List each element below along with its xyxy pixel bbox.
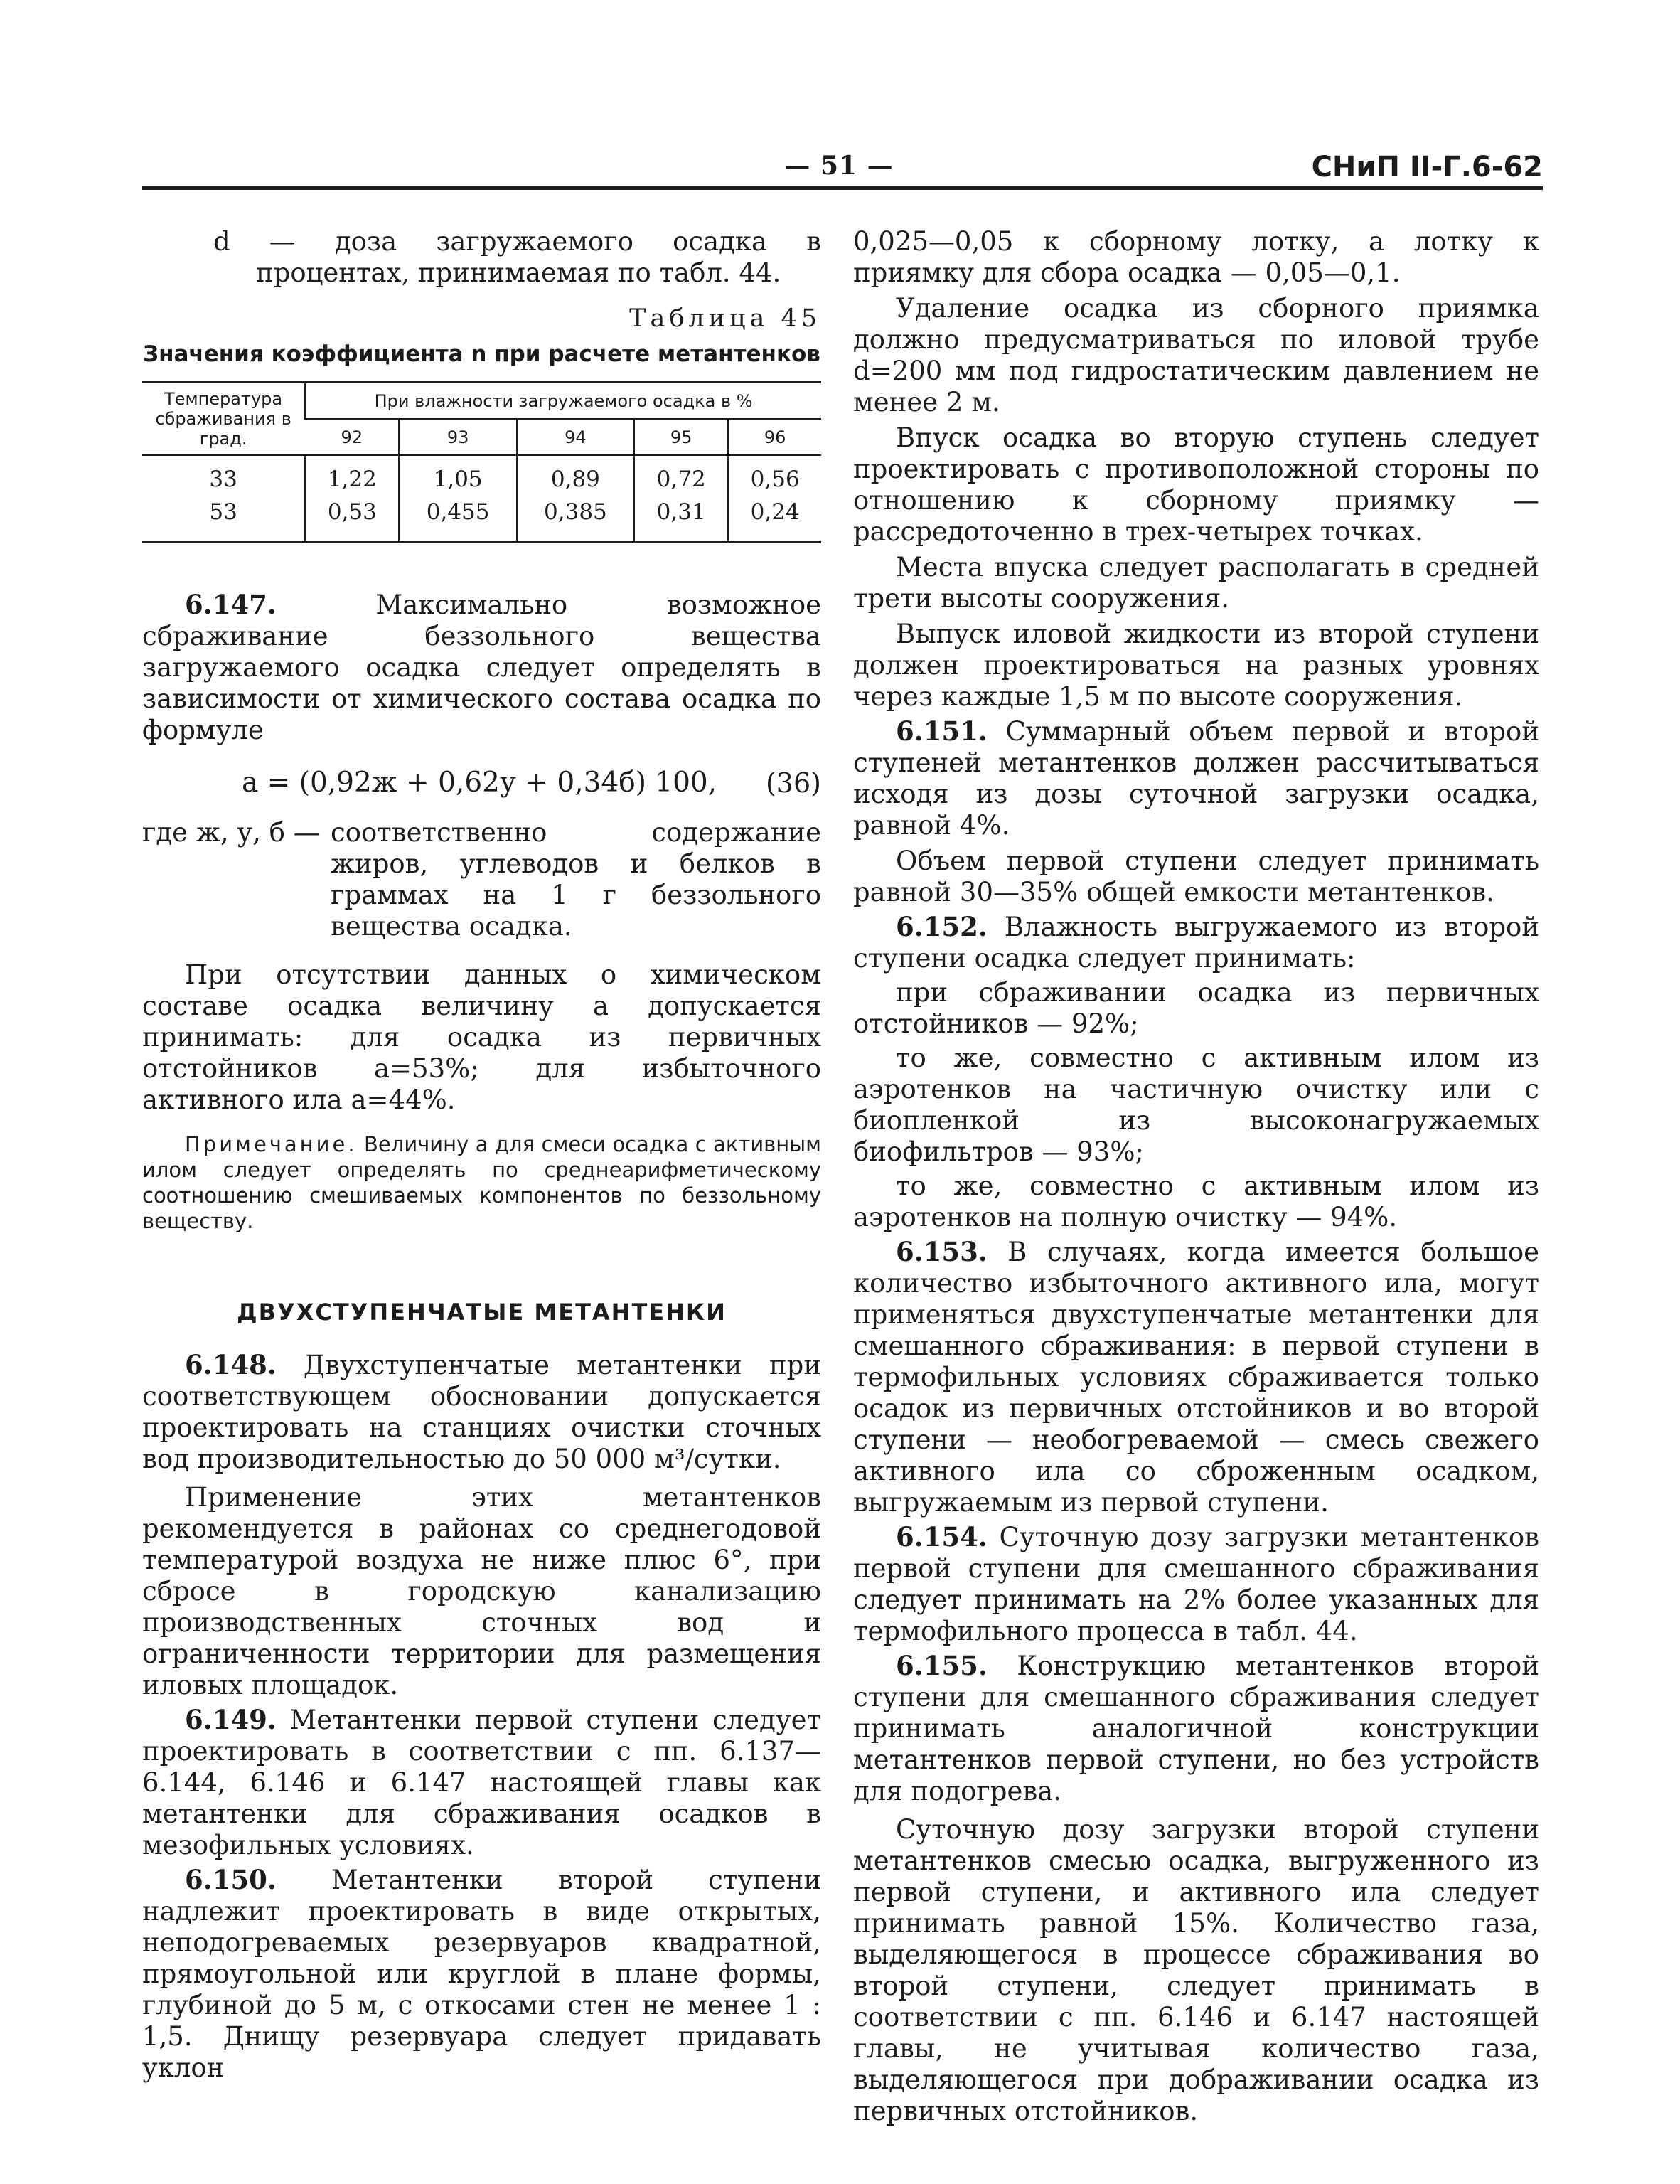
table-cell: 0,31 — [634, 496, 728, 543]
paragraph-6-151 — [853, 715, 1539, 841]
paragraph-removal: Удаление осадка из сборного приямка должно предусматриваться по иловой трубе d=200 мм под гидростатическим давлением не менее 2 м. — [853, 293, 1539, 417]
formula-legend-key: где ж, у, б — — [142, 817, 320, 848]
table-caption: Значения коэффициента n при расчете метантенков — [143, 341, 820, 367]
moisture-group-header: При влажности загружаемого осадка в % — [305, 383, 821, 420]
moisture-column-header: 94 — [517, 419, 634, 455]
paragraph-inlet: Впуск осадка во вторую ступень следует проектировать с противоположной стороны по отношению к сборному приямку — рассредоточенно в трех-четырех точках. — [853, 422, 1539, 547]
table-cell: 0,24 — [728, 496, 821, 543]
table-cell: 0,53 — [305, 496, 399, 543]
clause-text: Суточную дозу загрузки метантенков первой ступени для смешанного сбраживания следует принимать на 2% более указанных для термофильного процесса в табл. 44. — [853, 1522, 1539, 1646]
list-item: то же, совместно с активным илом из аэротенков на частичную очистку или с биопленкой из высоконагружаемых биофильтров — 93%; — [853, 1043, 1539, 1167]
list-item: то же, совместно с активным илом из аэротенков на полную очистку — 94%. — [853, 1171, 1539, 1232]
formula-number: (36) — [765, 767, 821, 799]
clause-number: 6.153. — [896, 1236, 988, 1267]
page-number: — 51 — — [784, 151, 894, 181]
table-cell: 1,05 — [399, 455, 516, 496]
clause-number: 6.151. — [896, 715, 988, 747]
clause-text: В случаях, когда имеется большое количество избыточного активного ила, могут применяться двухступенчатые метантенки для смешанного сбраживания: в первой ступени в термофильных условиях сбраживается только осадок из первичных отстойников и во второй ступени — необогреваемой — смесь свежего активного ила со сброженным осадком, выгружаемым из первой ступени. — [853, 1237, 1539, 1518]
paragraph-6-149 — [142, 1704, 821, 1861]
header-rule — [142, 186, 1543, 190]
temperature-column-header: Температура сбраживания в град. — [142, 383, 305, 456]
note — [142, 1131, 821, 1234]
clause-text: Метантенки первой ступени следует проектировать в соответствии с пп. 6.137—6.144, 6.146 и 6.147 настоящей главы как метантенки для сбраживания осадков в мезофильных условиях. — [142, 1705, 821, 1860]
formula-legend-text: соответственно содержание жиров, углеводов и белков в граммах на 1 г беззольного вещества осадка. — [331, 817, 821, 942]
paragraph-6-150 — [142, 1864, 821, 2084]
paragraph-daily-dose: Суточную дозу загрузки второй ступени метантенков смесью осадка, выгруженного из первой ступени, и активного ила следует принимать равной 15%. Количество газа, выделяющегося в процессе сбраживания во второй ступени, следует принимать в соответствии с пп. 6.146 и 6.147 настоящей главы, не учитывая количество газа, выделяющегося при дображивании осадка из первичных отстойников. — [853, 1814, 1539, 2126]
paragraph-outlet: Выпуск иловой жидкости из второй ступени должен проектироваться на разных уровнях через каждые 1,5 м по высоте сооружения. — [853, 619, 1539, 712]
clause-number: 6.149. — [185, 1704, 277, 1735]
table-cell: 1,22 — [305, 455, 399, 496]
section-heading: ДВУХСТУПЕНЧАТЫЕ МЕТАНТЕНКИ — [237, 1299, 727, 1326]
right-column — [853, 226, 1539, 2127]
paragraph-6-147 — [142, 589, 821, 746]
clause-text: Конструкцию метантенков второй ступени для смешанного сбраживания следует принимать аналогичной конструкции метантенков первой ступени, но без устройств для подогрева. — [853, 1651, 1539, 1806]
left-column — [142, 226, 821, 2084]
document-code: СНиП II-Г.6-62 — [1311, 151, 1543, 183]
clause-number: 6.152. — [896, 911, 988, 942]
clause-text: Суммарный объем первой и второй ступеней метантенков должен рассчитываться исходя из дозы суточной загрузки осадка, равной 4%. — [853, 716, 1539, 841]
table-cell: 0,56 — [728, 455, 821, 496]
table-cell: 53 — [209, 499, 237, 525]
clause-text: Максимально возможное сбраживание беззольного вещества загружаемого осадка следует определять в зависимости от химического состава осадка по формуле — [142, 590, 821, 745]
moisture-column-header: 92 — [305, 419, 399, 455]
note-label: Примечание. — [185, 1132, 358, 1156]
clause-number: 6.147. — [185, 589, 277, 620]
table-cell: 0,455 — [399, 496, 516, 543]
table-label: Таблица 45 — [629, 304, 821, 333]
clause-number: 6.148. — [185, 1349, 277, 1380]
table-row — [142, 496, 821, 543]
clause-text: Двухступенчатые метантенки при соответствующем обосновании допускается проектировать на станциях очистки сточных вод производительностью до 50 000 м³/сутки. — [142, 1350, 821, 1474]
moisture-column-header: 96 — [728, 419, 821, 455]
moisture-column-header: 93 — [399, 419, 516, 455]
note-text: Величину a для смеси осадка с активным илом следует определять по среднеарифметическому соотношению смешиваемых компонентов по беззольному веществу. — [142, 1132, 821, 1233]
paragraph-inlet-places: Места впуска следует располагать в средней трети высоты сооружения. — [853, 552, 1539, 614]
paragraph-6-155 — [853, 1650, 1539, 1807]
list-item: при сбраживании осадка из первичных отстойников — 92%; — [853, 977, 1539, 1039]
paragraph-dose-definition: d — доза загружаемого осадка в процентах, принимаемая по табл. 44. — [213, 226, 821, 288]
formula: a = (0,92ж + 0,62у + 0,34б) 100, — [242, 767, 717, 799]
clause-number: 6.150. — [185, 1864, 277, 1895]
table-cell: 0,385 — [517, 496, 634, 543]
paragraph-6-152 — [853, 911, 1539, 974]
table-cell: 0,89 — [517, 455, 634, 496]
moisture-column-header: 95 — [634, 419, 728, 455]
paragraph-application: Применение этих метантенков рекомендуется в районах со среднегодовой температурой воздуха не ниже плюс 6°, при сбросе в городскую канализацию производственных сточных вод и ограниченности территории для размещения иловых площадок. — [142, 1482, 821, 1700]
formula-row — [142, 762, 821, 804]
paragraph-6-153 — [853, 1236, 1539, 1518]
paragraph-first-stage-volume: Объем первой ступени следует принимать равной 30—35% общей емкости метантенков. — [853, 846, 1539, 907]
paragraph-continuation: 0,025—0,05 к сборному лотку, а лотку к приямку для сбора осадка — 0,05—0,1. — [853, 226, 1539, 288]
clause-number: 6.155. — [896, 1650, 988, 1681]
paragraph-6-148 — [142, 1349, 821, 1475]
formula-legend — [142, 817, 821, 942]
paragraph-6-154 — [853, 1521, 1539, 1647]
table-cell: 0,72 — [634, 455, 728, 496]
paragraph-absence-data: При отсутствии данных о химическом составе осадка величину a допускается принимать: для осадка из первичных отстойников a=53%; для избыточного активного ила a=44%. — [142, 959, 821, 1115]
clause-text: Метантенки второй ступени надлежит проектировать в виде открытых, неподогреваемых резервуаров квадратной, прямоугольной или круглой в плане формы, глубиной до 5 м, с откосами стен не менее 1 : 1,5. Днищу резервуара следует придавать уклон — [142, 1865, 821, 2083]
clause-number: 6.154. — [896, 1521, 988, 1552]
table-cell: 33 — [209, 467, 237, 492]
table-row — [142, 455, 821, 496]
coefficient-table — [142, 381, 821, 543]
clause-text: Влажность выгружаемого из второй ступени осадка следует принимать: — [853, 912, 1539, 974]
